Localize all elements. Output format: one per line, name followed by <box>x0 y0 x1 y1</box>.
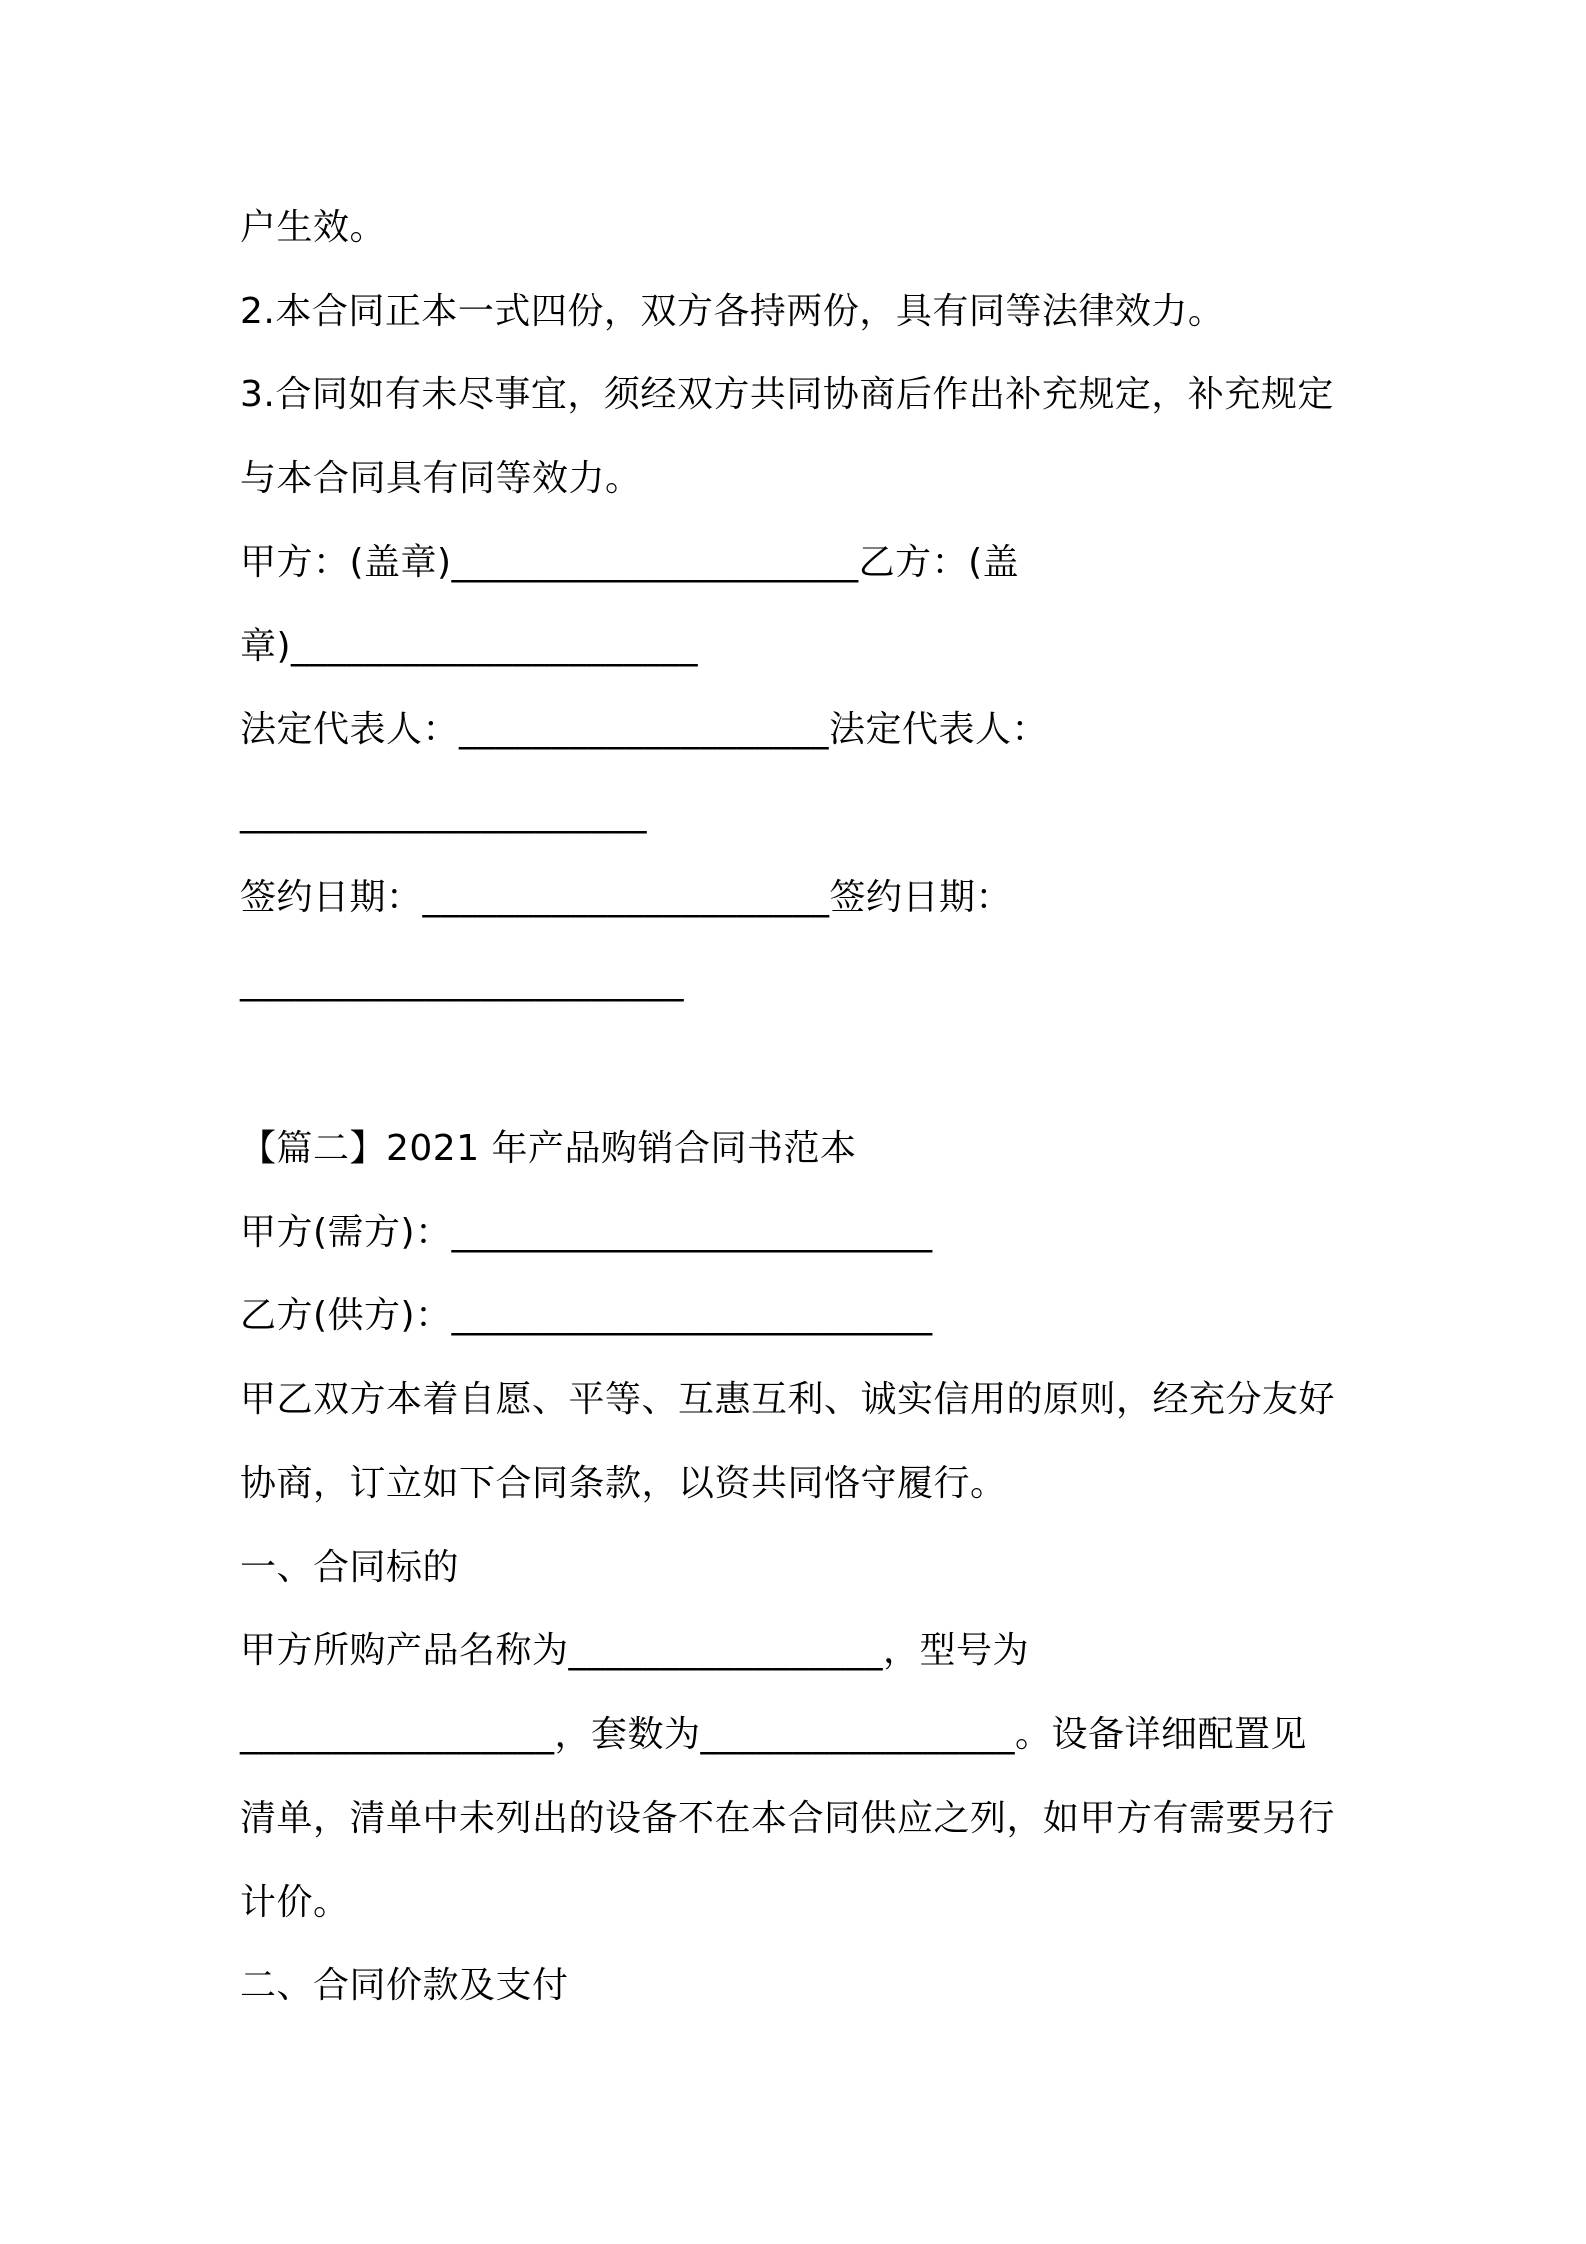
text-line: 章)______________________ <box>240 626 699 667</box>
text-line: 甲方所购产品名称为_________________，型号为 <box>240 1630 1030 1671</box>
section-heading: 一、合同标的 <box>240 1547 460 1588</box>
text-line: 3.合同如有未尽事宜，须经双方共同协商后作出补充规定，补充规定 <box>240 374 1334 415</box>
text-line: 甲方：(盖章)______________________乙方：(盖 <box>240 542 1020 583</box>
text-line: 2.本合同正本一式四份，双方各持两份，具有同等法律效力。 <box>240 291 1225 332</box>
section-heading: 二、合同价款及支付 <box>240 1965 569 2006</box>
text-line: 乙方(供方)：__________________________ <box>240 1295 933 1336</box>
text-line: 甲方(需方)：__________________________ <box>240 1212 933 1253</box>
text-line: 法定代表人：____________________法定代表人： <box>240 709 1049 750</box>
text-line: 甲乙双方本着自愿、平等、互惠互利、诚实信用的原则，经充分友好 <box>240 1379 1336 1420</box>
text-line: 户生效。 <box>240 207 387 248</box>
text-line: 计价。 <box>240 1882 350 1923</box>
text-line: ________________________ <box>240 961 684 1002</box>
text-line: _________________，套数为_________________。设备详细配置见 <box>240 1714 1308 1755</box>
text-line: 与本合同具有同等效力。 <box>240 458 642 499</box>
text-line: 清单，清单中未列出的设备不在本合同供应之列，如甲方有需要另行 <box>240 1798 1336 1839</box>
text-line: ______________________ <box>240 793 647 834</box>
text-line: 协商，订立如下合同条款，以资共同恪守履行。 <box>240 1463 1007 1504</box>
text-line: 签约日期：______________________签约日期： <box>240 877 1013 918</box>
section-title: 【篇二】2021 年产品购销合同书范本 <box>240 1128 857 1169</box>
